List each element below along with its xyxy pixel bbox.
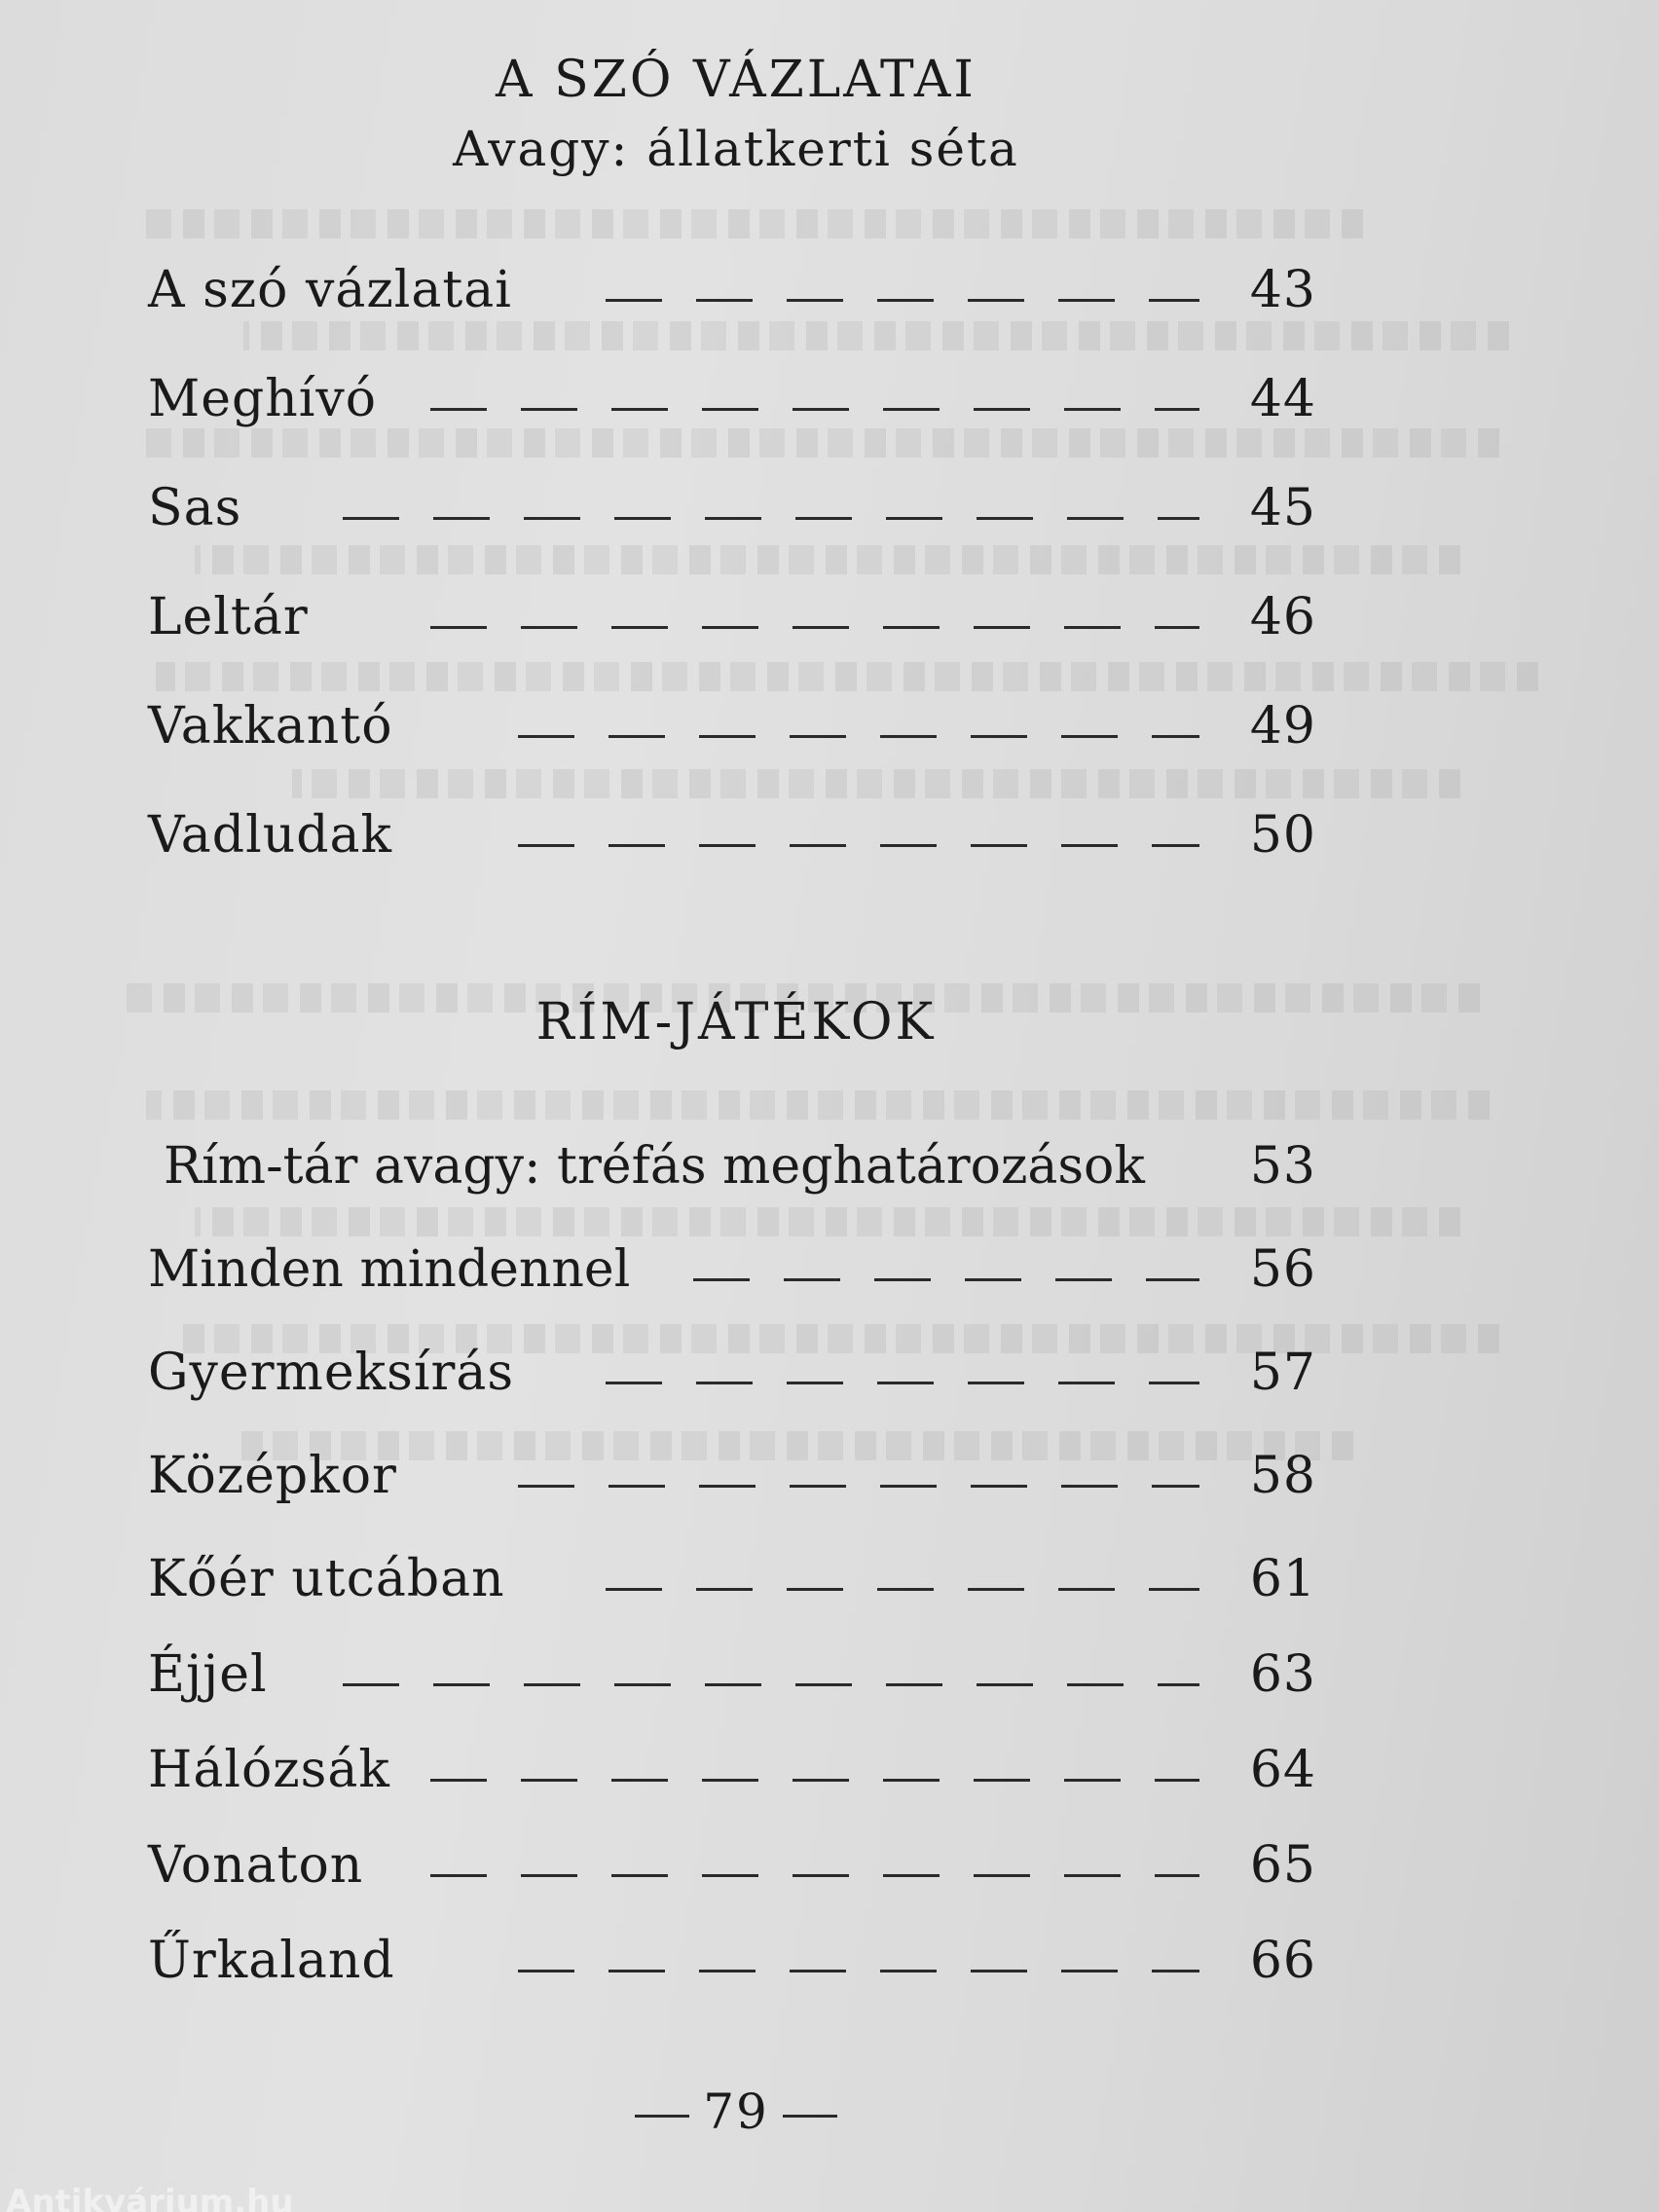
dot-leader (518, 844, 1199, 847)
dot-leader (606, 299, 1199, 302)
toc-entry (148, 588, 1326, 656)
toc-entry-page: 50 (1249, 806, 1316, 865)
toc-entry-page: 46 (1249, 588, 1316, 646)
folio-number: 79 (703, 2083, 769, 2140)
dot-leader (430, 1874, 1199, 1877)
toc-entry-title: A szó vázlatai (148, 261, 512, 319)
folio-dash (783, 2115, 837, 2118)
toc-entry-title: Kőér utcában (148, 1550, 505, 1608)
dot-leader (606, 1588, 1199, 1591)
dot-leader (343, 1683, 1199, 1686)
toc-entry (148, 1645, 1326, 1714)
toc-entry-page: 53 (1249, 1137, 1316, 1196)
toc-entry-page: 66 (1249, 1932, 1316, 1990)
toc-entry-title: Leltár (148, 588, 309, 646)
toc-entry-page: 63 (1249, 1645, 1316, 1704)
dot-leader (693, 1278, 1199, 1281)
dot-leader (518, 1970, 1199, 1972)
toc-entry (148, 1741, 1326, 1809)
toc-entry (148, 370, 1326, 438)
dot-leader (430, 1779, 1199, 1782)
toc-entry (148, 1240, 1326, 1309)
toc-entry-title: Éjjel (148, 1645, 268, 1704)
toc-entry-page: 61 (1249, 1550, 1316, 1608)
toc-entry-page: 65 (1249, 1836, 1316, 1895)
toc-entry (148, 1447, 1326, 1515)
dot-leader (518, 1485, 1199, 1488)
toc-entry (148, 261, 1326, 329)
toc-entry-title: Meghívó (148, 370, 378, 428)
toc-entry-title: Vakkantó (148, 697, 393, 756)
toc-entry-page: 64 (1249, 1741, 1316, 1799)
dot-leader (343, 517, 1199, 520)
toc-entry (148, 1344, 1326, 1412)
toc-entry (148, 697, 1326, 765)
toc-entry-title: Sas (148, 479, 242, 537)
toc-entry-title: Űrkaland (148, 1932, 395, 1990)
dot-leader (518, 735, 1199, 738)
dot-leader (430, 408, 1199, 411)
toc-entry-page: 57 (1249, 1344, 1316, 1402)
toc-entry-page: 45 (1249, 479, 1316, 537)
toc-entry-title: Vonaton (148, 1836, 364, 1895)
toc-entry-title: Rím-tár avagy: tréfás meghatározások (164, 1137, 1145, 1196)
toc-entry-page: 58 (1249, 1447, 1316, 1505)
watermark: Antikvárium.hu (6, 2183, 294, 2212)
dot-leader (430, 626, 1199, 629)
toc-entry-page: 49 (1249, 697, 1316, 756)
toc-entry-title: Minden mindennel (148, 1240, 631, 1299)
dot-leader (606, 1382, 1199, 1384)
toc-entry-page: 43 (1249, 261, 1316, 319)
toc-entry (148, 1137, 1326, 1205)
toc-entry (148, 1932, 1326, 2000)
section-heading-szo-vazlatai: A SZÓ VÁZLATAI (496, 51, 977, 109)
folio-dash (635, 2115, 689, 2118)
toc-entry-title: Gyermeksírás (148, 1344, 514, 1402)
toc-entry-page: 44 (1249, 370, 1316, 428)
section-heading-rim-jatekok: RÍM-JÁTÉKOK (535, 993, 937, 1051)
toc-entry-title: Középkor (148, 1447, 397, 1505)
toc-entry (148, 806, 1326, 874)
page-number-footer (0, 2083, 1472, 2140)
toc-entry-page: 56 (1249, 1240, 1316, 1299)
toc-entry (148, 479, 1326, 547)
toc-entry (148, 1550, 1326, 1618)
toc-entry-title: Vadludak (148, 806, 392, 865)
toc-entry (148, 1836, 1326, 1904)
toc-entry-title: Hálózsák (148, 1741, 390, 1799)
section-subheading: Avagy: állatkerti séta (453, 121, 1019, 177)
